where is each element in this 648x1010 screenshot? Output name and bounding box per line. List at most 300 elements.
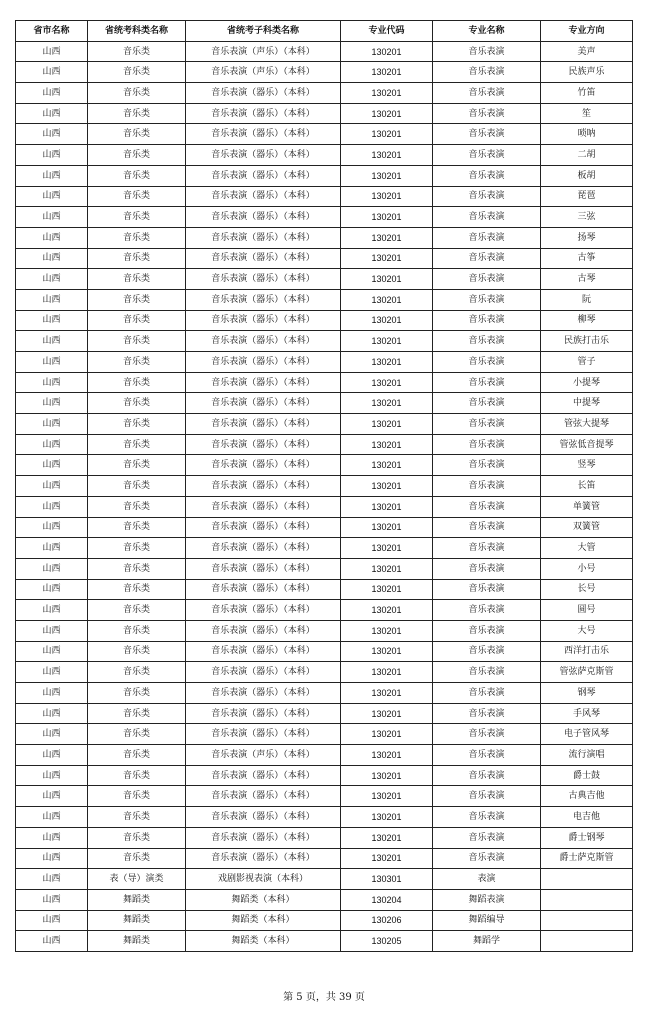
cell-major-code: 130201 xyxy=(341,41,433,62)
cell-exam-subcategory: 音乐表演（器乐）（本科） xyxy=(186,455,341,476)
cell-major-name: 音乐表演 xyxy=(433,724,541,745)
cell-exam-subcategory: 音乐表演（声乐）（本科） xyxy=(186,745,341,766)
cell-major-code: 130201 xyxy=(341,662,433,683)
cell-exam-category: 表（导）演类 xyxy=(88,869,186,890)
header-major-name: 专业名称 xyxy=(433,21,541,42)
cell-province: 山西 xyxy=(16,455,88,476)
table-row xyxy=(16,207,633,228)
cell-exam-subcategory: 音乐表演（器乐）（本科） xyxy=(186,352,341,373)
cell-exam-category: 音乐类 xyxy=(88,517,186,538)
cell-exam-category: 音乐类 xyxy=(88,538,186,559)
header-exam-subcategory: 省统考子科类名称 xyxy=(186,21,341,42)
cell-province: 山西 xyxy=(16,310,88,331)
table-row xyxy=(16,662,633,683)
cell-province: 山西 xyxy=(16,910,88,931)
cell-major-name: 舞蹈编导 xyxy=(433,910,541,931)
cell-major-name: 音乐表演 xyxy=(433,620,541,641)
table-row xyxy=(16,393,633,414)
table-row xyxy=(16,103,633,124)
cell-major-code: 130201 xyxy=(341,414,433,435)
cell-major-name: 音乐表演 xyxy=(433,496,541,517)
cell-exam-subcategory: 音乐表演（器乐）（本科） xyxy=(186,124,341,145)
cell-major-direction: 古典吉他 xyxy=(541,786,633,807)
cell-major-direction: 管弦萨克斯管 xyxy=(541,662,633,683)
cell-province: 山西 xyxy=(16,393,88,414)
cell-exam-category: 音乐类 xyxy=(88,476,186,497)
cell-province: 山西 xyxy=(16,41,88,62)
cell-province: 山西 xyxy=(16,414,88,435)
cell-exam-subcategory: 音乐表演（器乐）（本科） xyxy=(186,786,341,807)
table-row xyxy=(16,910,633,931)
cell-major-name: 音乐表演 xyxy=(433,331,541,352)
cell-major-code: 130205 xyxy=(341,931,433,952)
cell-major-direction xyxy=(541,869,633,890)
header-major-code: 专业代码 xyxy=(341,21,433,42)
table-row xyxy=(16,786,633,807)
cell-major-code: 130206 xyxy=(341,910,433,931)
cell-exam-category: 音乐类 xyxy=(88,227,186,248)
cell-exam-subcategory: 音乐表演（器乐）（本科） xyxy=(186,269,341,290)
cell-major-name: 音乐表演 xyxy=(433,558,541,579)
cell-major-name: 音乐表演 xyxy=(433,683,541,704)
cell-major-name: 音乐表演 xyxy=(433,765,541,786)
table-row xyxy=(16,517,633,538)
cell-major-code: 130301 xyxy=(341,869,433,890)
cell-major-name: 音乐表演 xyxy=(433,124,541,145)
cell-major-direction: 古琴 xyxy=(541,269,633,290)
table-row xyxy=(16,372,633,393)
table-row xyxy=(16,848,633,869)
cell-province: 山西 xyxy=(16,848,88,869)
cell-major-code: 130201 xyxy=(341,745,433,766)
table-row xyxy=(16,434,633,455)
cell-major-name: 音乐表演 xyxy=(433,165,541,186)
cell-major-code: 130201 xyxy=(341,352,433,373)
cell-major-code: 130201 xyxy=(341,331,433,352)
cell-major-name: 音乐表演 xyxy=(433,372,541,393)
table-row xyxy=(16,83,633,104)
cell-major-name: 音乐表演 xyxy=(433,455,541,476)
cell-exam-category: 音乐类 xyxy=(88,662,186,683)
cell-province: 山西 xyxy=(16,83,88,104)
cell-exam-subcategory: 音乐表演（器乐）（本科） xyxy=(186,620,341,641)
cell-province: 山西 xyxy=(16,600,88,621)
cell-major-code: 130201 xyxy=(341,393,433,414)
table-header-row xyxy=(16,21,633,42)
table-row xyxy=(16,476,633,497)
cell-major-name: 音乐表演 xyxy=(433,103,541,124)
cell-exam-category: 音乐类 xyxy=(88,414,186,435)
cell-major-direction xyxy=(541,910,633,931)
cell-major-name: 音乐表演 xyxy=(433,786,541,807)
cell-major-code: 130201 xyxy=(341,538,433,559)
table-row xyxy=(16,869,633,890)
table-row xyxy=(16,724,633,745)
cell-province: 山西 xyxy=(16,724,88,745)
cell-major-code: 130201 xyxy=(341,103,433,124)
header-major-direction: 专业方向 xyxy=(541,21,633,42)
cell-exam-category: 舞蹈类 xyxy=(88,889,186,910)
cell-major-direction: 长号 xyxy=(541,579,633,600)
cell-province: 山西 xyxy=(16,558,88,579)
cell-major-direction xyxy=(541,931,633,952)
cell-major-name: 音乐表演 xyxy=(433,827,541,848)
table-row xyxy=(16,827,633,848)
cell-major-code: 130201 xyxy=(341,165,433,186)
cell-major-name: 音乐表演 xyxy=(433,269,541,290)
cell-exam-category: 音乐类 xyxy=(88,807,186,828)
cell-exam-subcategory: 音乐表演（器乐）（本科） xyxy=(186,517,341,538)
table-row xyxy=(16,931,633,952)
cell-major-direction: 中提琴 xyxy=(541,393,633,414)
cell-exam-category: 音乐类 xyxy=(88,724,186,745)
header-exam-category: 省统考科类名称 xyxy=(88,21,186,42)
cell-exam-subcategory: 音乐表演（器乐）（本科） xyxy=(186,331,341,352)
cell-province: 山西 xyxy=(16,869,88,890)
cell-major-direction: 钢琴 xyxy=(541,683,633,704)
cell-major-direction: 管弦大提琴 xyxy=(541,414,633,435)
cell-province: 山西 xyxy=(16,331,88,352)
cell-exam-subcategory: 音乐表演（器乐）（本科） xyxy=(186,827,341,848)
cell-major-direction: 圆号 xyxy=(541,600,633,621)
cell-exam-category: 音乐类 xyxy=(88,186,186,207)
cell-province: 山西 xyxy=(16,476,88,497)
cell-province: 山西 xyxy=(16,165,88,186)
cell-exam-category: 音乐类 xyxy=(88,848,186,869)
cell-exam-subcategory: 音乐表演（器乐）（本科） xyxy=(186,145,341,166)
table-row xyxy=(16,124,633,145)
table-row xyxy=(16,765,633,786)
cell-major-direction: 电吉他 xyxy=(541,807,633,828)
table-row xyxy=(16,269,633,290)
cell-major-direction: 二胡 xyxy=(541,145,633,166)
table-row xyxy=(16,496,633,517)
cell-major-code: 130201 xyxy=(341,145,433,166)
table-row xyxy=(16,579,633,600)
cell-exam-category: 音乐类 xyxy=(88,41,186,62)
cell-exam-subcategory: 音乐表演（器乐）（本科） xyxy=(186,186,341,207)
cell-province: 山西 xyxy=(16,103,88,124)
cell-exam-subcategory: 舞蹈类（本科） xyxy=(186,889,341,910)
cell-major-name: 音乐表演 xyxy=(433,703,541,724)
cell-exam-subcategory: 音乐表演（器乐）（本科） xyxy=(186,103,341,124)
cell-exam-category: 音乐类 xyxy=(88,289,186,310)
cell-exam-subcategory: 舞蹈类（本科） xyxy=(186,910,341,931)
cell-exam-category: 音乐类 xyxy=(88,269,186,290)
cell-major-code: 130201 xyxy=(341,641,433,662)
cell-exam-subcategory: 音乐表演（器乐）（本科） xyxy=(186,248,341,269)
cell-major-code: 130201 xyxy=(341,558,433,579)
header-province: 省市名称 xyxy=(16,21,88,42)
cell-exam-subcategory: 音乐表演（器乐）（本科） xyxy=(186,538,341,559)
table-row xyxy=(16,331,633,352)
cell-major-code: 130201 xyxy=(341,372,433,393)
cell-major-code: 130201 xyxy=(341,703,433,724)
cell-major-code: 130201 xyxy=(341,579,433,600)
cell-exam-category: 音乐类 xyxy=(88,620,186,641)
cell-province: 山西 xyxy=(16,227,88,248)
cell-exam-category: 音乐类 xyxy=(88,372,186,393)
cell-exam-subcategory: 音乐表演（器乐）（本科） xyxy=(186,600,341,621)
cell-major-direction: 琵琶 xyxy=(541,186,633,207)
cell-exam-subcategory: 音乐表演（器乐）（本科） xyxy=(186,641,341,662)
cell-major-direction: 爵士鼓 xyxy=(541,765,633,786)
cell-province: 山西 xyxy=(16,703,88,724)
cell-major-name: 音乐表演 xyxy=(433,848,541,869)
table-row xyxy=(16,62,633,83)
table-row xyxy=(16,352,633,373)
cell-major-name: 音乐表演 xyxy=(433,434,541,455)
table-row xyxy=(16,41,633,62)
cell-exam-category: 音乐类 xyxy=(88,83,186,104)
cell-exam-category: 音乐类 xyxy=(88,62,186,83)
cell-exam-category: 音乐类 xyxy=(88,579,186,600)
cell-province: 山西 xyxy=(16,786,88,807)
cell-exam-category: 音乐类 xyxy=(88,103,186,124)
cell-major-code: 130201 xyxy=(341,683,433,704)
cell-major-name: 音乐表演 xyxy=(433,62,541,83)
table-row xyxy=(16,641,633,662)
cell-exam-category: 音乐类 xyxy=(88,683,186,704)
cell-major-name: 音乐表演 xyxy=(433,579,541,600)
cell-exam-subcategory: 音乐表演（器乐）（本科） xyxy=(186,434,341,455)
cell-major-direction: 长笛 xyxy=(541,476,633,497)
cell-exam-subcategory: 音乐表演（器乐）（本科） xyxy=(186,165,341,186)
cell-province: 山西 xyxy=(16,683,88,704)
cell-exam-category: 音乐类 xyxy=(88,352,186,373)
cell-major-name: 音乐表演 xyxy=(433,414,541,435)
cell-exam-category: 音乐类 xyxy=(88,496,186,517)
cell-province: 山西 xyxy=(16,807,88,828)
cell-major-code: 130201 xyxy=(341,62,433,83)
cell-major-code: 130201 xyxy=(341,289,433,310)
cell-major-name: 舞蹈表演 xyxy=(433,889,541,910)
cell-major-name: 音乐表演 xyxy=(433,600,541,621)
table-row xyxy=(16,538,633,559)
cell-province: 山西 xyxy=(16,124,88,145)
cell-major-code: 130201 xyxy=(341,455,433,476)
table-body xyxy=(16,41,633,951)
cell-major-code: 130201 xyxy=(341,269,433,290)
table-row xyxy=(16,165,633,186)
cell-major-code: 130201 xyxy=(341,496,433,517)
cell-exam-subcategory: 音乐表演（器乐）（本科） xyxy=(186,724,341,745)
cell-major-name: 音乐表演 xyxy=(433,641,541,662)
cell-major-code: 130201 xyxy=(341,310,433,331)
cell-major-direction: 小号 xyxy=(541,558,633,579)
cell-major-name: 音乐表演 xyxy=(433,310,541,331)
cell-major-code: 130201 xyxy=(341,786,433,807)
cell-province: 山西 xyxy=(16,62,88,83)
cell-exam-category: 音乐类 xyxy=(88,558,186,579)
cell-major-code: 130201 xyxy=(341,227,433,248)
cell-major-code: 130201 xyxy=(341,620,433,641)
cell-major-direction: 竖琴 xyxy=(541,455,633,476)
cell-major-code: 130201 xyxy=(341,600,433,621)
cell-province: 山西 xyxy=(16,745,88,766)
cell-major-direction: 手风琴 xyxy=(541,703,633,724)
table-row xyxy=(16,186,633,207)
table-row xyxy=(16,600,633,621)
table-row xyxy=(16,807,633,828)
cell-major-direction: 大管 xyxy=(541,538,633,559)
cell-province: 山西 xyxy=(16,620,88,641)
cell-province: 山西 xyxy=(16,248,88,269)
cell-major-direction: 竹笛 xyxy=(541,83,633,104)
cell-exam-subcategory: 音乐表演（器乐）（本科） xyxy=(186,662,341,683)
cell-major-direction: 西洋打击乐 xyxy=(541,641,633,662)
cell-major-direction: 单簧管 xyxy=(541,496,633,517)
cell-major-name: 音乐表演 xyxy=(433,186,541,207)
cell-exam-category: 音乐类 xyxy=(88,165,186,186)
cell-major-name: 音乐表演 xyxy=(433,207,541,228)
cell-exam-subcategory: 音乐表演（器乐）（本科） xyxy=(186,807,341,828)
cell-major-name: 音乐表演 xyxy=(433,248,541,269)
cell-province: 山西 xyxy=(16,765,88,786)
cell-major-direction: 古筝 xyxy=(541,248,633,269)
cell-major-direction: 流行演唱 xyxy=(541,745,633,766)
cell-major-name: 舞蹈学 xyxy=(433,931,541,952)
cell-exam-category: 音乐类 xyxy=(88,703,186,724)
cell-province: 山西 xyxy=(16,496,88,517)
cell-major-code: 130201 xyxy=(341,724,433,745)
cell-major-code: 130201 xyxy=(341,827,433,848)
table-row xyxy=(16,745,633,766)
cell-exam-category: 音乐类 xyxy=(88,207,186,228)
cell-major-direction: 柳琴 xyxy=(541,310,633,331)
cell-major-name: 音乐表演 xyxy=(433,476,541,497)
cell-major-code: 130201 xyxy=(341,83,433,104)
cell-exam-subcategory: 音乐表演（器乐）（本科） xyxy=(186,289,341,310)
majors-table xyxy=(15,20,633,952)
cell-major-code: 130204 xyxy=(341,889,433,910)
cell-major-code: 130201 xyxy=(341,248,433,269)
cell-province: 山西 xyxy=(16,889,88,910)
cell-major-direction: 民族声乐 xyxy=(541,62,633,83)
table-row xyxy=(16,289,633,310)
cell-major-code: 130201 xyxy=(341,848,433,869)
cell-major-code: 130201 xyxy=(341,807,433,828)
cell-exam-category: 音乐类 xyxy=(88,331,186,352)
cell-exam-category: 音乐类 xyxy=(88,600,186,621)
cell-major-code: 130201 xyxy=(341,186,433,207)
cell-exam-subcategory: 音乐表演（声乐）（本科） xyxy=(186,62,341,83)
cell-exam-category: 音乐类 xyxy=(88,310,186,331)
cell-province: 山西 xyxy=(16,434,88,455)
cell-major-name: 音乐表演 xyxy=(433,393,541,414)
cell-exam-subcategory: 音乐表演（器乐）（本科） xyxy=(186,765,341,786)
cell-major-name: 音乐表演 xyxy=(433,145,541,166)
cell-major-code: 130201 xyxy=(341,765,433,786)
table-row xyxy=(16,455,633,476)
cell-major-name: 音乐表演 xyxy=(433,352,541,373)
cell-exam-subcategory: 音乐表演（器乐）（本科） xyxy=(186,414,341,435)
cell-province: 山西 xyxy=(16,269,88,290)
cell-major-direction: 阮 xyxy=(541,289,633,310)
cell-major-direction: 管子 xyxy=(541,352,633,373)
cell-exam-category: 音乐类 xyxy=(88,248,186,269)
cell-major-name: 音乐表演 xyxy=(433,517,541,538)
cell-province: 山西 xyxy=(16,662,88,683)
cell-exam-category: 音乐类 xyxy=(88,393,186,414)
cell-major-direction: 小提琴 xyxy=(541,372,633,393)
cell-exam-category: 音乐类 xyxy=(88,745,186,766)
cell-major-name: 音乐表演 xyxy=(433,227,541,248)
cell-exam-subcategory: 音乐表演（器乐）（本科） xyxy=(186,207,341,228)
table-row xyxy=(16,889,633,910)
table-row xyxy=(16,227,633,248)
cell-major-name: 音乐表演 xyxy=(433,41,541,62)
cell-exam-category: 音乐类 xyxy=(88,765,186,786)
cell-major-direction: 管弦低音提琴 xyxy=(541,434,633,455)
cell-major-code: 130201 xyxy=(341,124,433,145)
cell-major-name: 音乐表演 xyxy=(433,538,541,559)
cell-major-code: 130201 xyxy=(341,517,433,538)
page-number: 第 5 页，共 39 页 xyxy=(283,992,365,1003)
cell-exam-subcategory: 音乐表演（器乐）（本科） xyxy=(186,558,341,579)
cell-exam-subcategory: 舞蹈类（本科） xyxy=(186,931,341,952)
cell-exam-subcategory: 音乐表演（声乐）（本科） xyxy=(186,41,341,62)
cell-exam-subcategory: 音乐表演（器乐）（本科） xyxy=(186,83,341,104)
cell-exam-subcategory: 音乐表演（器乐）（本科） xyxy=(186,683,341,704)
cell-exam-subcategory: 音乐表演（器乐）（本科） xyxy=(186,496,341,517)
table-row xyxy=(16,703,633,724)
table-row xyxy=(16,248,633,269)
cell-major-name: 表演 xyxy=(433,869,541,890)
cell-province: 山西 xyxy=(16,352,88,373)
cell-province: 山西 xyxy=(16,289,88,310)
cell-province: 山西 xyxy=(16,186,88,207)
cell-exam-category: 音乐类 xyxy=(88,434,186,455)
cell-province: 山西 xyxy=(16,145,88,166)
cell-exam-subcategory: 音乐表演（器乐）（本科） xyxy=(186,579,341,600)
cell-exam-subcategory: 音乐表演（器乐）（本科） xyxy=(186,310,341,331)
cell-province: 山西 xyxy=(16,207,88,228)
cell-exam-subcategory: 戏剧影视表演（本科） xyxy=(186,869,341,890)
cell-major-direction: 电子管风琴 xyxy=(541,724,633,745)
cell-major-direction: 扬琴 xyxy=(541,227,633,248)
cell-major-direction xyxy=(541,889,633,910)
cell-major-name: 音乐表演 xyxy=(433,662,541,683)
cell-major-direction: 唢呐 xyxy=(541,124,633,145)
cell-exam-category: 音乐类 xyxy=(88,641,186,662)
table-row xyxy=(16,145,633,166)
cell-major-name: 音乐表演 xyxy=(433,289,541,310)
cell-major-name: 音乐表演 xyxy=(433,745,541,766)
cell-major-direction: 双簧管 xyxy=(541,517,633,538)
majors-table-container xyxy=(15,20,632,952)
cell-exam-subcategory: 音乐表演（器乐）（本科） xyxy=(186,227,341,248)
cell-major-direction: 爵士钢琴 xyxy=(541,827,633,848)
cell-exam-subcategory: 音乐表演（器乐）（本科） xyxy=(186,393,341,414)
cell-exam-category: 舞蹈类 xyxy=(88,931,186,952)
cell-exam-category: 舞蹈类 xyxy=(88,910,186,931)
cell-major-name: 音乐表演 xyxy=(433,83,541,104)
table-row xyxy=(16,620,633,641)
cell-exam-category: 音乐类 xyxy=(88,124,186,145)
cell-major-code: 130201 xyxy=(341,476,433,497)
cell-exam-category: 音乐类 xyxy=(88,827,186,848)
cell-major-direction: 美声 xyxy=(541,41,633,62)
cell-exam-subcategory: 音乐表演（器乐）（本科） xyxy=(186,848,341,869)
cell-major-code: 130201 xyxy=(341,207,433,228)
cell-major-direction: 民族打击乐 xyxy=(541,331,633,352)
cell-major-direction: 三弦 xyxy=(541,207,633,228)
cell-province: 山西 xyxy=(16,538,88,559)
cell-exam-category: 音乐类 xyxy=(88,145,186,166)
cell-province: 山西 xyxy=(16,372,88,393)
cell-exam-subcategory: 音乐表演（器乐）（本科） xyxy=(186,476,341,497)
